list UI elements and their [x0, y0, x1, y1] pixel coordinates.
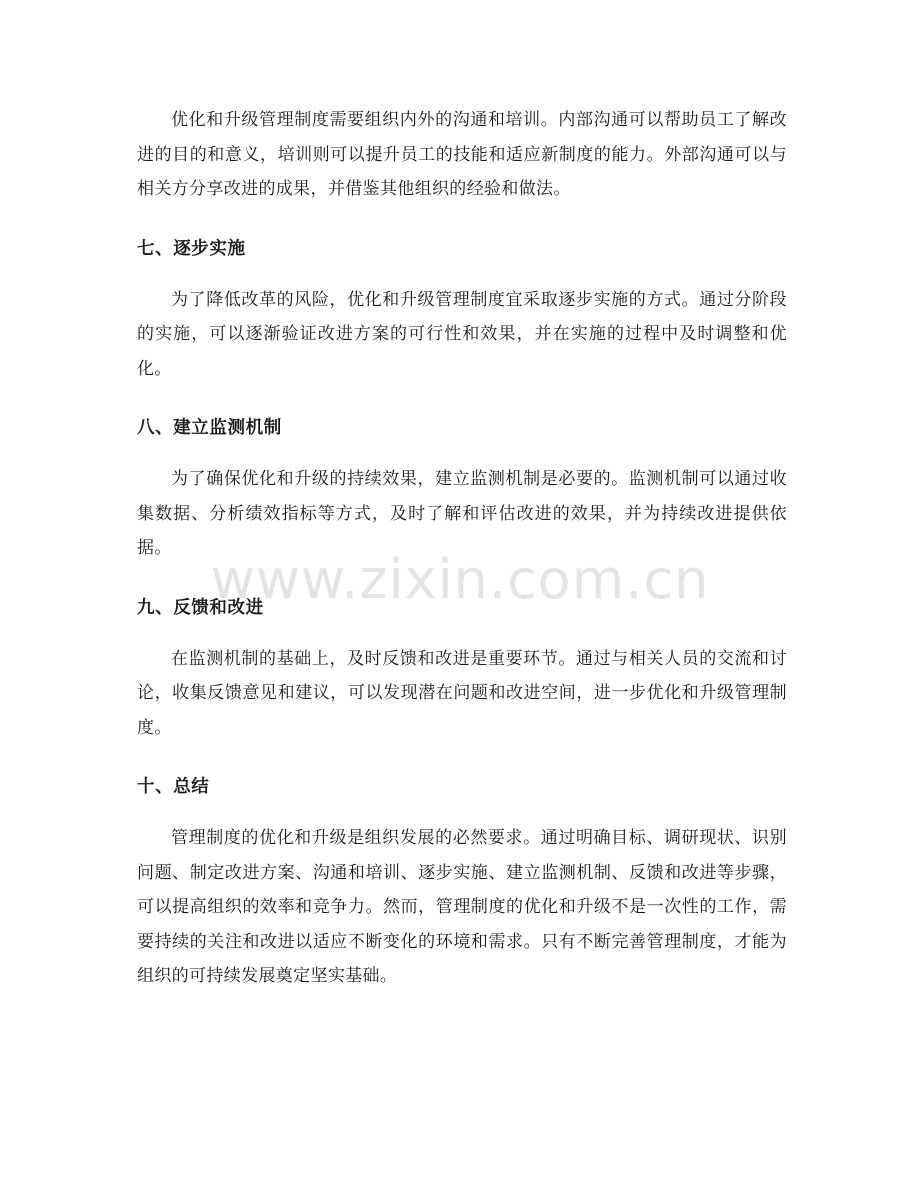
document-body: [137, 103, 787, 994]
section-paragraph-7: 为了降低改革的风险，优化和升级管理制度宜采取逐步实施的方式。通过分阶段的实施，可以逐渐验证改进方案的可行性和效果，并在实施的过程中及时调整和优化。: [137, 289, 787, 379]
section-paragraph-10: 管理制度的优化和升级是组织发展的必然要求。通过明确目标、调研现状、识别问题、制定改进方案、沟通和培训、逐步实施、建立监测机制、反馈和改进等步骤，可以提高组织的效率和竞争力。然而，管理制度的优化和升级不是一次性的工作，需要持续的关注和改进以适应不断变化的环境和需求。只有不断完善管理制度，才能为组织的可持续发展奠定坚实基础。: [137, 828, 787, 986]
section-heading-9: 九、反馈和改进: [137, 597, 264, 618]
spacer: [137, 745, 787, 773]
spacer: [137, 263, 787, 283]
spacer: [137, 442, 787, 462]
spacer: [137, 207, 787, 235]
section-heading-8: 八、建立监测机制: [137, 418, 282, 438]
section-paragraph-9: 在监测机制的基础上，及时反馈和改进是重要环节。通过与相关人员的交流和讨论，收集反馈意见和建议，可以发现潜在问题和改进空间，进一步优化和升级管理制度。: [137, 648, 787, 738]
section-paragraph-8: 为了确保优化和升级的持续效果，建立监测机制是必要的。监测机制可以通过收集数据、分析绩效指标等方式，及时了解和评估改进的效果，并为持续改进提供依据。: [137, 469, 787, 558]
section-heading-7: 七、逐步实施: [137, 238, 246, 259]
spacer: [137, 386, 787, 414]
spacer: [137, 566, 787, 594]
spacer: [137, 801, 787, 821]
watermark-text: www.zixin.com.cn: [210, 548, 710, 611]
spacer: [137, 622, 787, 642]
section-heading-10: 十、总结: [137, 777, 210, 797]
intro-paragraph: 优化和升级管理制度需要组织内外的沟通和培训。内部沟通可以帮助员工了解改进的目的和意义，培训则可以提升员工的技能和适应新制度的能力。外部沟通可以与相关方分享改进的成果，并借鉴其他组织的经验和做法。: [137, 110, 787, 199]
